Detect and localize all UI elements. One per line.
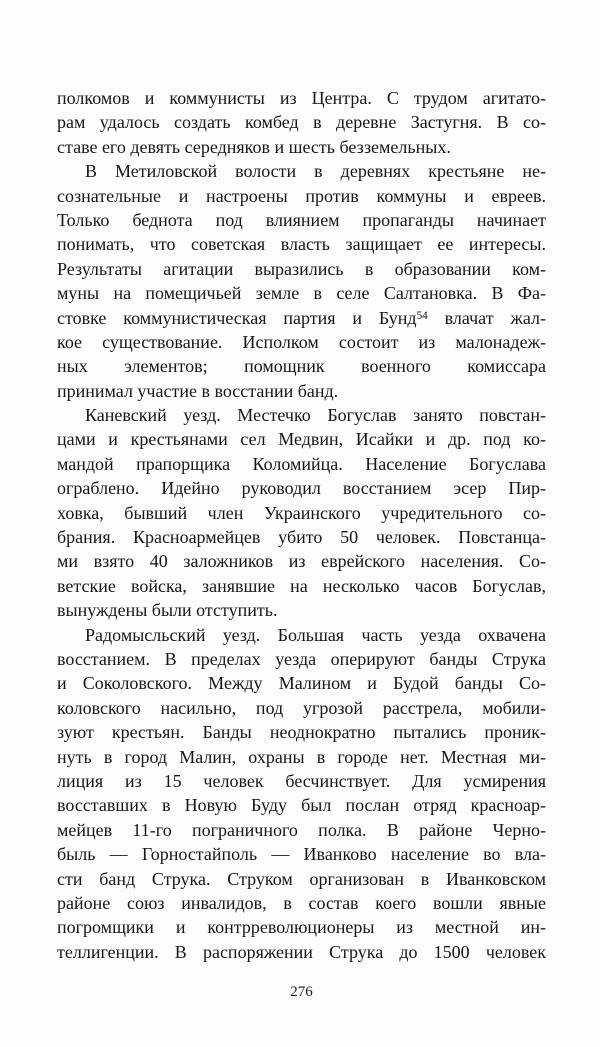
text-line: мандой прапорщика Коломийца. Население Богуслава: [57, 453, 546, 474]
text-line: восставших в Новую Буду был послан отряд красноар-: [57, 795, 546, 816]
text-line: ветские войска, занявшие на несколько часов Богуслав,: [57, 575, 546, 596]
text-line: понимать, что советская власть защищает ее интересы.: [57, 234, 546, 255]
text-block: [57, 86, 546, 964]
text-line: Радомысльский уезд. Большая часть уезда охвачена: [85, 624, 546, 645]
paragraph: [57, 623, 546, 964]
text-line: ховка, бывший член Украинского учредительного со-: [57, 502, 546, 523]
text-line: стовке коммунистическая партия и Бунд$^{54}$ влачат жал-: [57, 307, 546, 328]
text-line: мейцев 11-го пограничного полка. В районе Черно-: [57, 819, 546, 840]
text-line: цами и крестьянами сел Медвин, Исайки и др. под ко-: [57, 429, 546, 450]
text-line: рам удалось создать комбед в деревне Застугня. В со-: [57, 112, 546, 133]
text-line: зуют крестьян. Банды неоднократно пытались проник-: [57, 722, 546, 743]
text-line: погромщики и контрреволюционеры из местной ин-: [57, 917, 546, 938]
text-line: восстанием. В пределах уезда оперируют банды Струка: [57, 648, 546, 669]
text-line: В Метиловской волости в деревнях крестьяне не-: [85, 161, 546, 182]
page-number: 276: [290, 984, 313, 1000]
text-line: нуть в город Малин, охраны в городе нет. Местная ми-: [57, 746, 546, 767]
paragraph: [57, 159, 546, 403]
text-line: Результаты агитации выразились в образовании ком-: [57, 258, 546, 279]
text-line: районе союз инвалидов, в состав коего вошли явные: [57, 892, 546, 913]
footnote-marker: 54: [416, 309, 428, 322]
text-line: полкомов и коммунисты из Центра. С трудом агитато-: [57, 88, 546, 108]
paragraph: [57, 86, 546, 159]
paragraph: [57, 403, 546, 623]
text-line: ных элементов; помощник военного комиссара: [57, 356, 546, 377]
text-line: быль — Горностайполь — Иванково население во вла-: [57, 844, 546, 865]
text-line: муны на помещичьей земле в селе Салтановка. В Фа-: [57, 283, 546, 304]
text-line: ограблено. Идейно руководил восстанием эсер Пир-: [57, 478, 546, 499]
text-line: Только беднота под влиянием пропаганды начинает: [57, 209, 546, 230]
text-line: принимал участие в восстании банд.: [57, 380, 339, 401]
text-line: коловского насильно, под угрозой расстрела, мобили-: [57, 697, 546, 718]
text-line: ставе его девять середняков и шесть безземельных.: [57, 136, 451, 157]
text-line: вынуждены были отступить.: [57, 600, 278, 621]
text-line: и Соколовского. Между Малином и Будой банды Со-: [57, 673, 546, 694]
text-line: брания. Красноармейцев убито 50 человек. Повстанца-: [57, 527, 546, 548]
text-line: Каневский уезд. Местечко Богуслав занято повстан-: [85, 405, 546, 426]
text-line: кое существование. Исполком состоит из малонадеж-: [57, 331, 546, 352]
text-line: ми взято 40 заложников из еврейского населения. Со-: [57, 551, 546, 572]
text-line: сознательные и настроены против коммуны и евреев.: [57, 185, 546, 206]
text-line: лиция из 15 человек бесчинствует. Для усмирения: [57, 770, 546, 791]
text-line: теллигенции. В распоряжении Струка до 1500 человек: [57, 941, 546, 962]
text-line: сти банд Струка. Струком организован в Иванковском: [57, 868, 546, 889]
